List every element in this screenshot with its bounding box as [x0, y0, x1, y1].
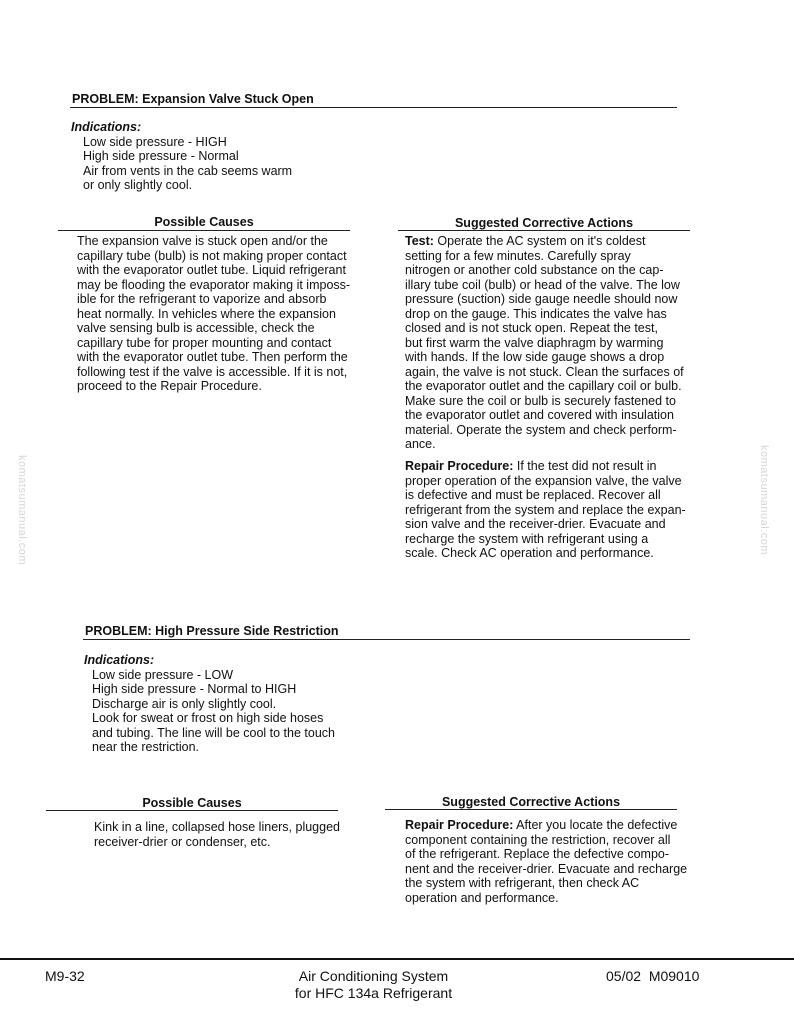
text-line: receiver-drier or condenser, etc. [94, 834, 271, 849]
problem-2-repair-text [405, 818, 687, 905]
text-line: the evaporator outlet and the capillary coil or bulb. [405, 379, 682, 393]
indication-line: Discharge air is only slightly cool. [92, 696, 277, 711]
indication-line: Low side pressure - HIGH [83, 134, 227, 149]
text-line: but first warm the valve diaphragm by warming [405, 335, 664, 350]
text-line: nitrogen or another cold substance on the cap- [405, 263, 664, 277]
problem-2-indications [84, 653, 335, 755]
possible-causes-header: Possible Causes [154, 215, 254, 229]
text-line: pressure (suction) side gauge needle should now [405, 292, 678, 306]
problem-1-indications [71, 120, 292, 193]
text-line: refrigerant from the system and replace the expan- [405, 502, 686, 517]
indication-line: and tubing. The line will be cool to the touch [92, 725, 335, 740]
text-line: heat normally. In vehicles where the expansion [77, 306, 336, 321]
indication-line: Look for sweat or frost on high side hoses [92, 711, 324, 725]
repair-procedure-label: Repair Procedure: [405, 459, 514, 473]
possible-causes-header: Possible Causes [142, 796, 242, 810]
corrective-actions-header: Suggested Corrective Actions [441, 795, 621, 809]
text-line: After you locate the defective [513, 818, 678, 832]
text-line: proceed to the Repair Procedure. [77, 379, 262, 393]
indication-line: Air from vents in the cab seems warm [83, 163, 293, 178]
text-line: recharge the system with refrigerant using a [405, 531, 649, 546]
indication-line: near the restriction. [92, 740, 199, 754]
indications-label: Indications: [84, 653, 155, 667]
watermark-left: komatsumanual.com [16, 455, 28, 565]
text-line: illary tube coil (bulb) or head of the valve. The low [405, 277, 680, 292]
test-label: Test: [405, 234, 434, 248]
text-line: ance. [405, 437, 436, 451]
text-line: scale. Check AC operation and performance. [405, 546, 654, 560]
indication-line: High side pressure - Normal [83, 149, 239, 163]
problem-2-rule [83, 639, 690, 640]
text-line: nent and the receiver-drier. Evacuate and recharge [405, 861, 688, 876]
text-line: valve sensing bulb is accessible, check the [77, 321, 315, 335]
text-line: with the evaporator outlet tube. Liquid refrigerant [77, 263, 346, 277]
watermark-right: komatsumanual.com [758, 445, 770, 555]
text-line: proper operation of the expansion valve, the valve [405, 473, 682, 488]
problem-1-rule [70, 107, 677, 108]
problem-1-repair-text [405, 459, 686, 561]
footer-rule [0, 958, 794, 960]
footer-title-line-2: for HFC 134a Refrigerant [294, 985, 453, 1001]
text-line: drop on the gauge. This indicates the valve has [405, 306, 667, 321]
text-line: material. Operate the system and check perform- [405, 422, 677, 437]
text-line: If the test did not result in [513, 459, 657, 473]
text-line: Make sure the coil or bulb is securely fastened to [405, 393, 676, 408]
corrective-actions-rule [385, 809, 677, 810]
problem-1-test-text [405, 234, 684, 452]
text-line: may be flooding the evaporator making it imposs- [77, 277, 351, 292]
indications-label: Indications: [71, 120, 142, 134]
text-line: The expansion valve is stuck open and/or the [77, 234, 328, 248]
footer-code: 05/02 M09010 [606, 968, 700, 984]
problem-2-title: PROBLEM: High Pressure Side Restriction [85, 624, 339, 638]
text-line: the evaporator outlet and covered with insulation [405, 408, 674, 422]
text-line: with hands. If the low side gauge shows a drop [405, 350, 665, 364]
repair-procedure-label: Repair Procedure: [405, 818, 514, 832]
problem-1-causes-text [77, 234, 350, 394]
text-line: the system with refrigerant, then check AC [405, 876, 640, 890]
problem-1-title: PROBLEM: Expansion Valve Stuck Open [72, 92, 314, 106]
text-line: Kink in a line, collapsed hose liners, plugged [94, 820, 340, 834]
text-line: setting for a few minutes. Carefully spray [405, 248, 631, 263]
text-line: operation and performance. [405, 890, 559, 905]
text-line: is defective and must be replaced. Recover all [405, 488, 661, 502]
text-line: Operate the AC system on it's coldest [433, 234, 646, 248]
indication-line: High side pressure - Normal to HIGH [92, 682, 297, 696]
text-line: capillary tube for proper mounting and contact [77, 335, 332, 350]
footer-page-number: M9-32 [45, 968, 85, 984]
indication-line: Low side pressure - LOW [92, 667, 234, 682]
text-line: of the refrigerant. Replace the defective compo- [405, 847, 670, 861]
text-line: component containing the restriction, recover all [405, 832, 671, 847]
possible-causes-rule [58, 230, 350, 231]
text-line: ible for the refrigerant to vaporize and absorb [77, 292, 327, 306]
possible-causes-rule [46, 810, 338, 811]
text-line: following test if the valve is accessible. If it is not, [77, 364, 348, 379]
corrective-actions-rule [398, 230, 690, 231]
indication-line: or only slightly cool. [83, 178, 193, 192]
text-line: with the evaporator outlet tube. Then perform the [77, 350, 348, 364]
footer-title-line-1: Air Conditioning System [298, 968, 449, 984]
text-line: capillary tube (bulb) is not making proper contact [77, 248, 347, 263]
text-line: sion valve and the receiver-drier. Evacuate and [405, 517, 666, 531]
text-line: again, the valve is not stuck. Clean the surfaces of [405, 364, 684, 379]
text-line: closed and is not stuck open. Repeat the test, [405, 321, 658, 335]
corrective-actions-header: Suggested Corrective Actions [454, 216, 634, 230]
problem-2-causes-text [94, 820, 340, 849]
